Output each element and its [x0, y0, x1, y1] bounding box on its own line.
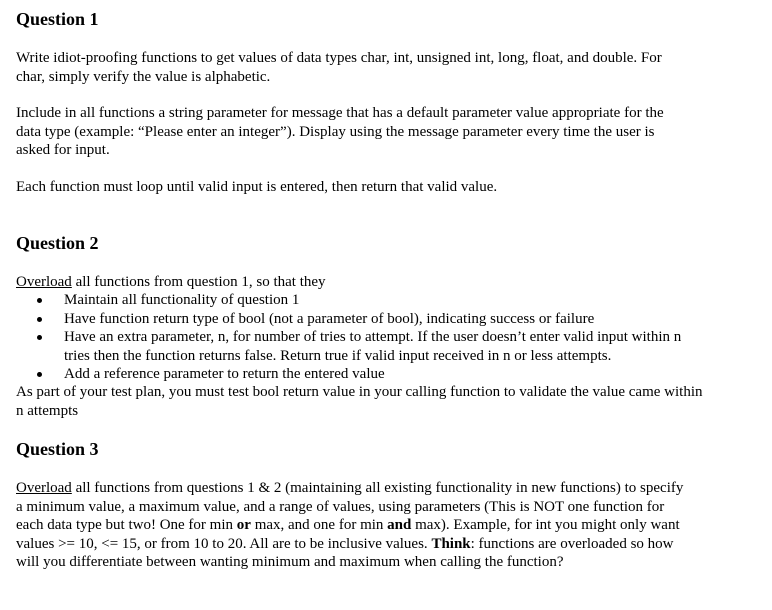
- list-item: [16, 365, 746, 384]
- text-segment: max, and one for min: [250, 517, 388, 533]
- text-line: Add a reference parameter to return the entered value: [64, 366, 385, 382]
- text-line: Include in all functions a string parameter for message that has a default parameter value appropriate for the: [16, 105, 664, 121]
- bullet-icon: [37, 335, 42, 340]
- question-1-paragraph-1: [16, 49, 746, 86]
- text-line: will you differentiate between wanting minimum and maximum when calling the function?: [16, 554, 564, 570]
- text-line: tries then the function returns false. Return true if valid input received in n or less attempts.: [64, 347, 612, 364]
- question-3-paragraph: [16, 479, 746, 572]
- question-2-heading: Question 2: [16, 233, 99, 253]
- question-1-heading: Question 1: [16, 9, 99, 29]
- question-2-intro: [16, 273, 746, 292]
- text-line: Maintain all functionality of question 1: [64, 292, 300, 308]
- text-line: data type (example: “Please enter an integer”). Display using the message parameter every time the user is: [16, 123, 655, 140]
- overload-term: Overload: [16, 480, 72, 496]
- question-1-paragraph-3: [16, 178, 746, 197]
- intro-text: all functions from question 1, so that they: [71, 274, 326, 290]
- text-line: a minimum value, a maximum value, and a range of values, using parameters (This is NOT one function for: [16, 498, 665, 515]
- text-line: Have function return type of bool (not a parameter of bool), indicating success or failure: [64, 310, 595, 327]
- emphasis-think: Think: [431, 535, 471, 552]
- bullet-icon: [37, 372, 42, 377]
- text-segment: max). Example, for int you might only want: [411, 517, 680, 533]
- text-line: Write idiot-proofing functions to get values of data types char, int, unsigned int, long, float, and double. For: [16, 50, 662, 66]
- text-line: n attempts: [16, 402, 79, 419]
- text-line: [16, 535, 746, 554]
- emphasis-and: and: [387, 517, 412, 533]
- emphasis-or: or: [236, 517, 251, 533]
- list-item: [16, 328, 746, 365]
- question-3-heading: Question 3: [16, 439, 99, 459]
- bullet-icon: [37, 317, 42, 322]
- text-line: Have an extra parameter, n, for number of tries to attempt. If the user doesn’t enter valid input within n: [64, 329, 682, 345]
- list-item: [16, 310, 746, 329]
- bullet-icon: [37, 298, 42, 303]
- text-segment: : functions are overloaded so how: [470, 535, 674, 552]
- text-segment: all functions from questions 1 & 2 (maintaining all existing functionality in new functions) to specify: [71, 480, 684, 496]
- text-segment: each data type but two! One for min: [16, 517, 237, 533]
- question-2-outro: [16, 383, 746, 420]
- text-line: char, simply verify the value is alphabetic.: [16, 68, 271, 85]
- question-2-bullet-list: [16, 291, 746, 384]
- text-line: As part of your test plan, you must test bool return value in your calling function to validate the value came within: [16, 384, 703, 400]
- question-1-paragraph-2: [16, 104, 746, 160]
- list-item: [16, 291, 746, 310]
- text-line: asked for input.: [16, 142, 110, 158]
- overload-term: Overload: [16, 274, 72, 290]
- text-segment: values >= 10, <= 15, or from 10 to 20. All are to be inclusive values.: [16, 535, 432, 552]
- text-line: Each function must loop until valid input is entered, then return that valid value.: [16, 179, 498, 195]
- text-line: [16, 479, 746, 498]
- text-line: [16, 516, 746, 535]
- text-line: [16, 273, 746, 292]
